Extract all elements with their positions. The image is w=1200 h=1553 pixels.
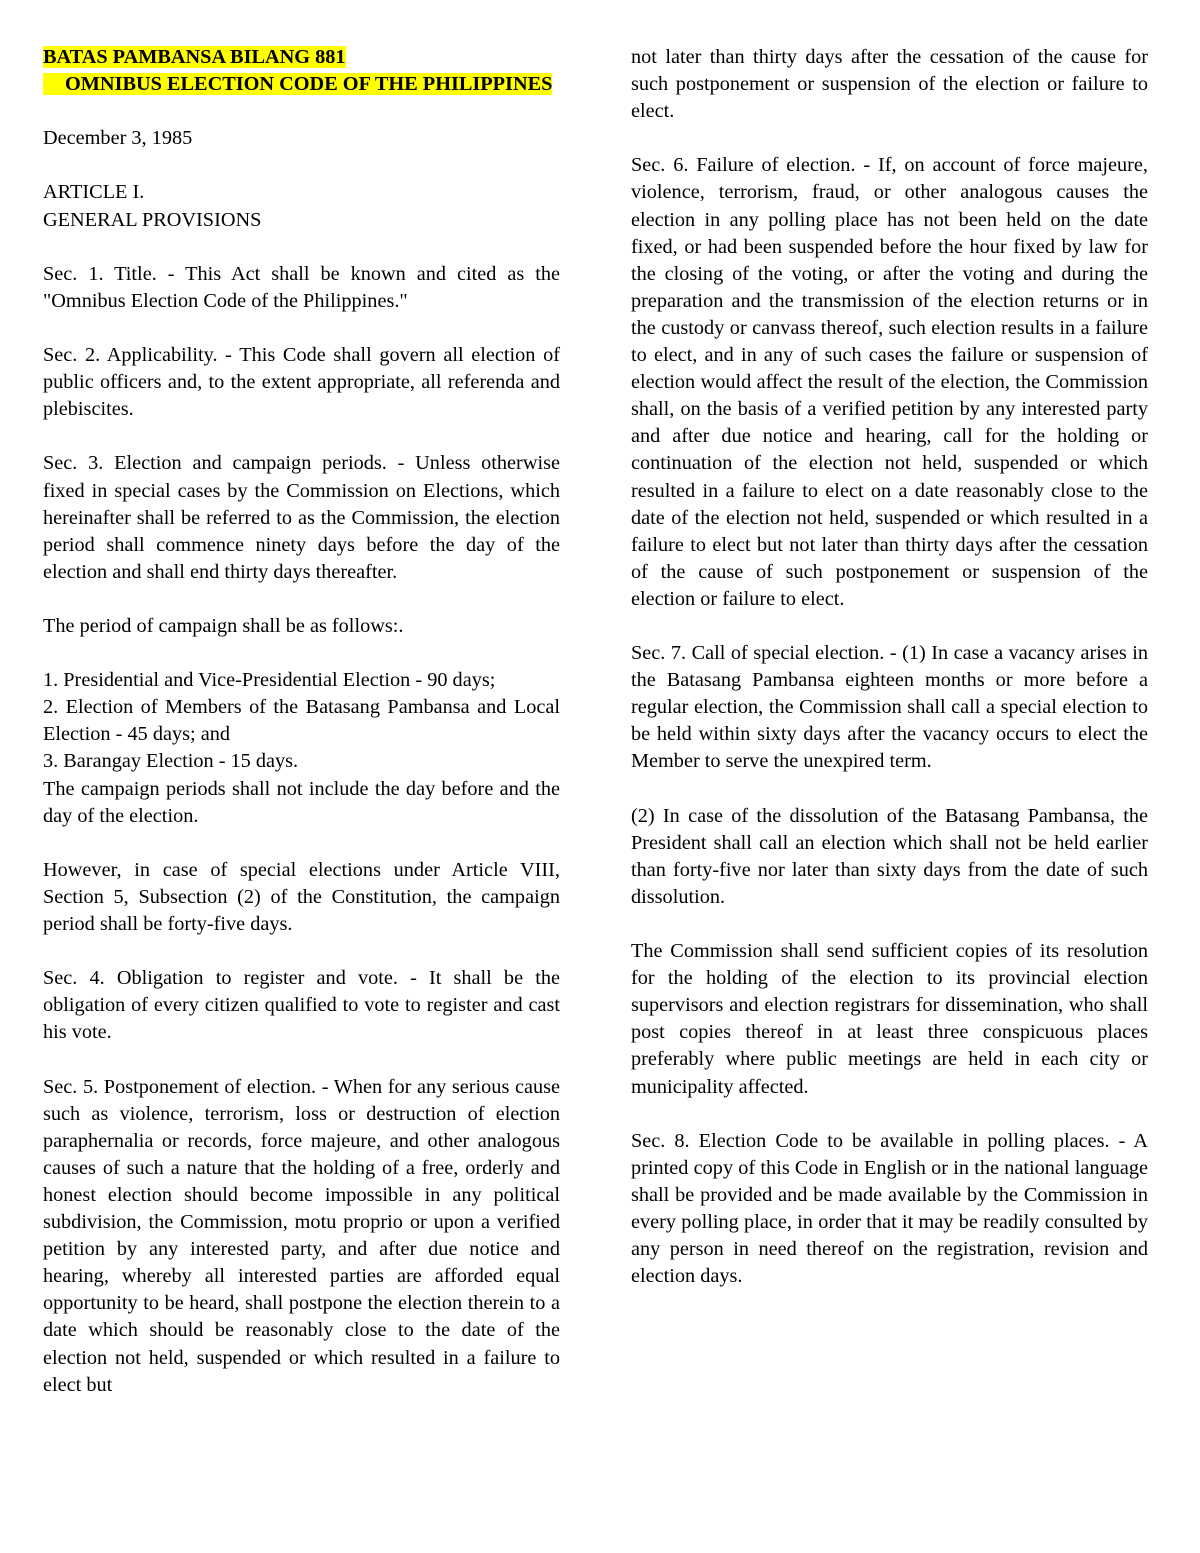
- section-5: Sec. 5. Postponement of election. - When for any serious cause such as violence, terrorism, loss or destruction of election paraphernalia or records, force majeure, and other analogous causes of such a nature that the holding of a free, orderly and honest election should become impossible in any political subdivision, the Commission, motu proprio or upon a verified petition by any interested party, and after due notice and hearing, whereby all interested parties are afforded equal opportunity to be heard, shall postpone the election therein to a date which should be reasonably close to the date of the election not held, suspended or which resulted in a failure to elect but: [43, 1075, 560, 1396]
- article-title: GENERAL PROVISIONS: [43, 208, 262, 231]
- section-5-continued: not later than thirty days after the cessation of the cause for such postponement or suspension of the election or failure to elect.: [631, 46, 1148, 123]
- title-line-1: BATAS PAMBANSA BILANG 881: [43, 46, 346, 68]
- campaign-item: 1. Presidential and Vice-Presidential Election - 90 days;: [43, 669, 496, 692]
- special-elections-paragraph: However, in case of special elections under Article VIII, Section 5, Subsection (2) of the Constitution, the campaign period shall be forty-five days.: [43, 858, 560, 935]
- section-3: Sec. 3. Election and campaign periods. - Unless otherwise fixed in special cases by the Commission on Elections, which hereinafter shall be referred to as the Commission, the election period shall commence ninety days before the day of the election and shall end thirty days thereafter.: [43, 452, 560, 583]
- section-2: Sec. 2. Applicability. - This Code shall govern all election of public officers and, to the extent appropriate, all referenda and plebiscites.: [43, 344, 560, 421]
- title-line-2: OMNIBUS ELECTION CODE OF THE PHILIPPINES: [43, 73, 552, 95]
- left-column: [43, 44, 560, 1399]
- campaign-item: 3. Barangay Election - 15 days.: [43, 750, 299, 773]
- document-title: [43, 44, 560, 98]
- section-7-3: The Commission shall send sufficient copies of its resolution for the holding of the election to its provincial election supervisors and election registrars for dissemination, who shall post copies thereof in at least three conspicuous places preferably where public meetings are held in each city or municipality affected.: [631, 940, 1148, 1098]
- section-6: Sec. 6. Failure of election. - If, on account of force majeure, violence, terrorism, fraud, or other analogous causes the election in any polling place has not been held on the date fixed, or had been suspended before the hour fixed by law for the closing of the voting, or after the voting and during the preparation and the transmission of the election returns or in the custody or canvass thereof, such election results in a failure to elect, and in any of such cases the failure or suspension of election would affect the result of the election, the Commission shall, on the basis of a verified petition by any interested party and after due notice and hearing, call for the holding or continuation of the election not held, suspended or which resulted in a failure to elect on a date reasonably close to the date of the election not held, suspended or which resulted in a failure to elect but not later than thirty days after the cessation of the cause of such postponement or suspension of the election or failure to elect.: [631, 154, 1148, 610]
- section-1: Sec. 1. Title. - This Act shall be known and cited as the "Omnibus Election Code of the Philippines.": [43, 262, 560, 312]
- campaign-note: The campaign periods shall not include the day before and the day of the election.: [43, 777, 560, 827]
- article-number: ARTICLE I.: [43, 181, 145, 204]
- campaign-item: 2. Election of Members of the Batasang Pambansa and Local Election - 45 days; and: [43, 696, 560, 746]
- section-4: Sec. 4. Obligation to register and vote. - It shall be the obligation of every citizen qualified to vote to register and cast his vote.: [43, 967, 560, 1044]
- article-heading: [43, 179, 560, 233]
- campaign-list: [43, 667, 560, 830]
- section-7-1: Sec. 7. Call of special election. - (1) In case a vacancy arises in the Batasang Pambansa eighteen months or more before a regular election, the Commission shall call a special election to be held within sixty days after the vacancy occurs to elect the Member to serve the unexpired term.: [631, 642, 1148, 773]
- document-date: December 3, 1985: [43, 127, 193, 150]
- right-column: [631, 44, 1148, 1290]
- section-7-2: (2) In case of the dissolution of the Batasang Pambansa, the President shall call an election which shall not be held earlier than forty-five nor later than sixty days from the date of such dissolution.: [631, 804, 1148, 908]
- campaign-intro: The period of campaign shall be as follows:.: [43, 614, 404, 637]
- section-8: Sec. 8. Election Code to be available in polling places. - A printed copy of this Code in English or in the national language shall be provided and be made available by the Commission in every polling place, in order that it may be readily consulted by any person in need thereof on the registration, revision and election days.: [631, 1129, 1148, 1288]
